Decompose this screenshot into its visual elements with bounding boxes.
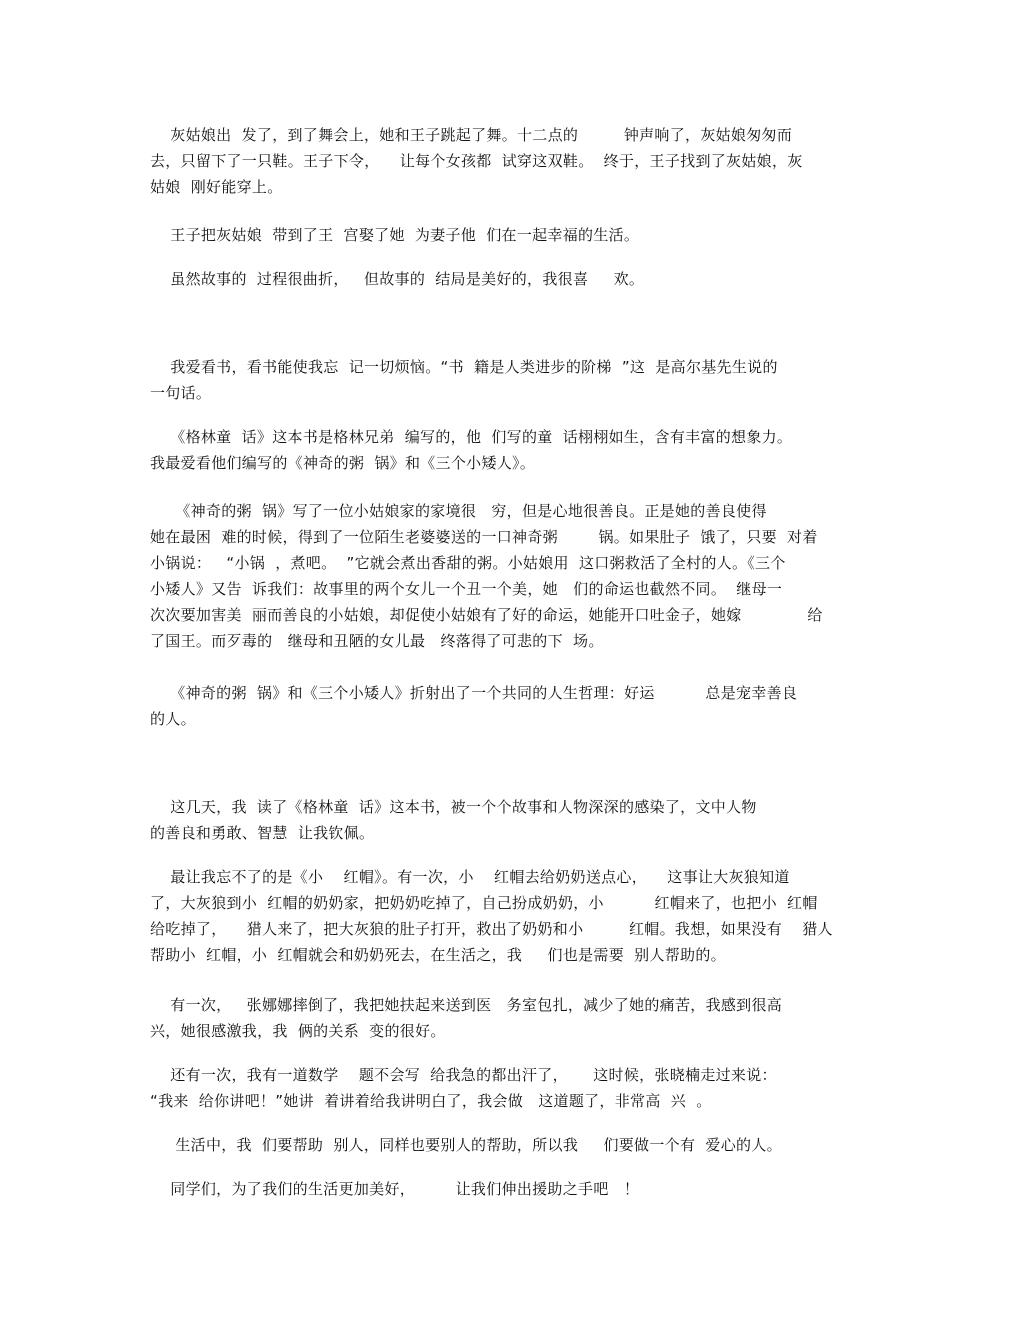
paragraph-call-to-action [150,1176,870,1202]
text-line: 这几天，我 读了《格林童 话》这本书，被一个个故事和人物深深的感染了，文中人物 [150,798,757,816]
text-line: 生活中，我 们要帮助 别人，同样也要别人的帮助，所以我 们要做一个有 爱心的人。 [150,1136,782,1154]
text-line: 一句话。 [150,384,212,402]
paragraph-prince-marriage [150,222,870,248]
text-line: 次次要加害美 丽而善良的小姑娘，却促使小姑娘有了好的命运，她能开口吐金子，她嫁 给 [150,606,823,624]
text-line: 了，大灰狼到小 红帽的奶奶家，把奶奶吃掉了，自己扮成奶奶，小 红帽来了，也把小 红帽 [150,894,818,912]
text-line: 去，只留下了一只鞋。王子下令， 让每个女孩都 试穿这双鞋。 终于，王子找到了灰姑娘，灰 [150,152,803,170]
paragraph-grimm-tales [150,424,870,476]
text-line: “我来 给你讲吧！”她讲 着讲着给我讲明白了，我会做 这道题了，非常高 兴 。 [150,1092,712,1110]
text-line: 兴，她很感激我，我 俩的关系 变的很好。 [150,1022,446,1040]
paragraph-story-ending [150,266,870,292]
text-line: 小锅说： “小锅 ，煮吧。 ”它就会煮出香甜的粥。小姑娘用 这口粥救活了全村的人。《三个 [150,554,786,572]
text-line: 王子把灰姑娘 带到了王 宫娶了她 为妻子他 们在一起幸福的生活。 [150,226,640,244]
text-line: 同学们，为了我们的生活更加美好， 让我们伸出援助之手吧 ！ [150,1180,640,1198]
text-line: 的人。 [150,710,196,728]
paragraph-these-days [150,794,870,846]
text-line: 给吃掉了， 猎人来了，把大灰狼的肚子打开，救出了奶奶和小 红帽。我想，如果没有 猎人 [150,920,833,938]
text-line: 虽然故事的 过程很曲折， 但故事的 结局是美好的，我很喜 欢。 [150,270,645,288]
text-line: 《神奇的粥 锅》写了一位小姑娘家的家境很 穷，但是心地很善良。正是她的善良使得 [150,502,767,520]
text-line: 我最爱看他们编写的《神奇的粥 锅》和《三个小矮人》。 [150,454,536,472]
text-line: 她在最困 难的时候，得到了一位陌生老婆婆送的一口神奇粥 锅。如果肚子 饿了，只要 对着 [150,528,818,546]
paragraph-little-red-riding-hood [150,864,870,968]
text-line: 了国王。而歹毒的 继母和丑陋的女儿最 终落得了可悲的下 场。 [150,632,604,650]
paragraph-life-philosophy [150,680,870,732]
text-line: 姑娘 刚好能穿上。 [150,178,283,196]
text-line: 还有一次，我有一道数学 题不会写 给我急的都出汗了， 这时候，张晓楠走过来说： [150,1066,777,1084]
text-line: 小矮人》又告 诉我们：故事里的两个女儿一个丑一个美，她 们的命运也截然不同。 继母一 [150,580,783,598]
paragraph-love-reading [150,354,870,406]
text-line: 最让我忘不了的是《小 红帽》。有一次，小 红帽去给奶奶送点心， 这事让大灰狼知道 [150,868,790,886]
paragraph-math-problem [150,1062,870,1114]
paragraph-help-others [150,1132,870,1158]
paragraph-helping-friend [150,992,870,1044]
paragraph-magic-pot [150,498,870,654]
text-line: 的善良和勇敢、智慧 让我钦佩。 [150,824,375,842]
text-line: 我爱看书，看书能使我忘 记一切烦恼。“书 籍是人类进步的阶梯 ”这 是高尔基先生说的 [150,358,778,376]
paragraph-cinderella-story [150,122,870,200]
text-line: 帮助小 红帽，小 红帽就会和奶奶死去，在生活之，我 们也是需要 别人帮助的。 [150,946,726,964]
text-line: 有一次， 张娜娜摔倒了，我把她扶起来送到医 务室包扎，减少了她的痛苦，我感到很高 [150,996,783,1014]
text-line: 《格林童 话》这本书是格林兄弟 编写的，他 们写的童 话栩栩如生，含有丰富的想象力。 [150,428,793,446]
text-line: 灰姑娘出 发了，到了舞会上，她和王子跳起了舞。十二点的 钟声响了，灰姑娘匆匆而 [150,126,793,144]
text-line: 《神奇的粥 锅》和《三个小矮人》折射出了一个共同的人生哲理：好运 总是宠幸善良 [150,684,798,702]
